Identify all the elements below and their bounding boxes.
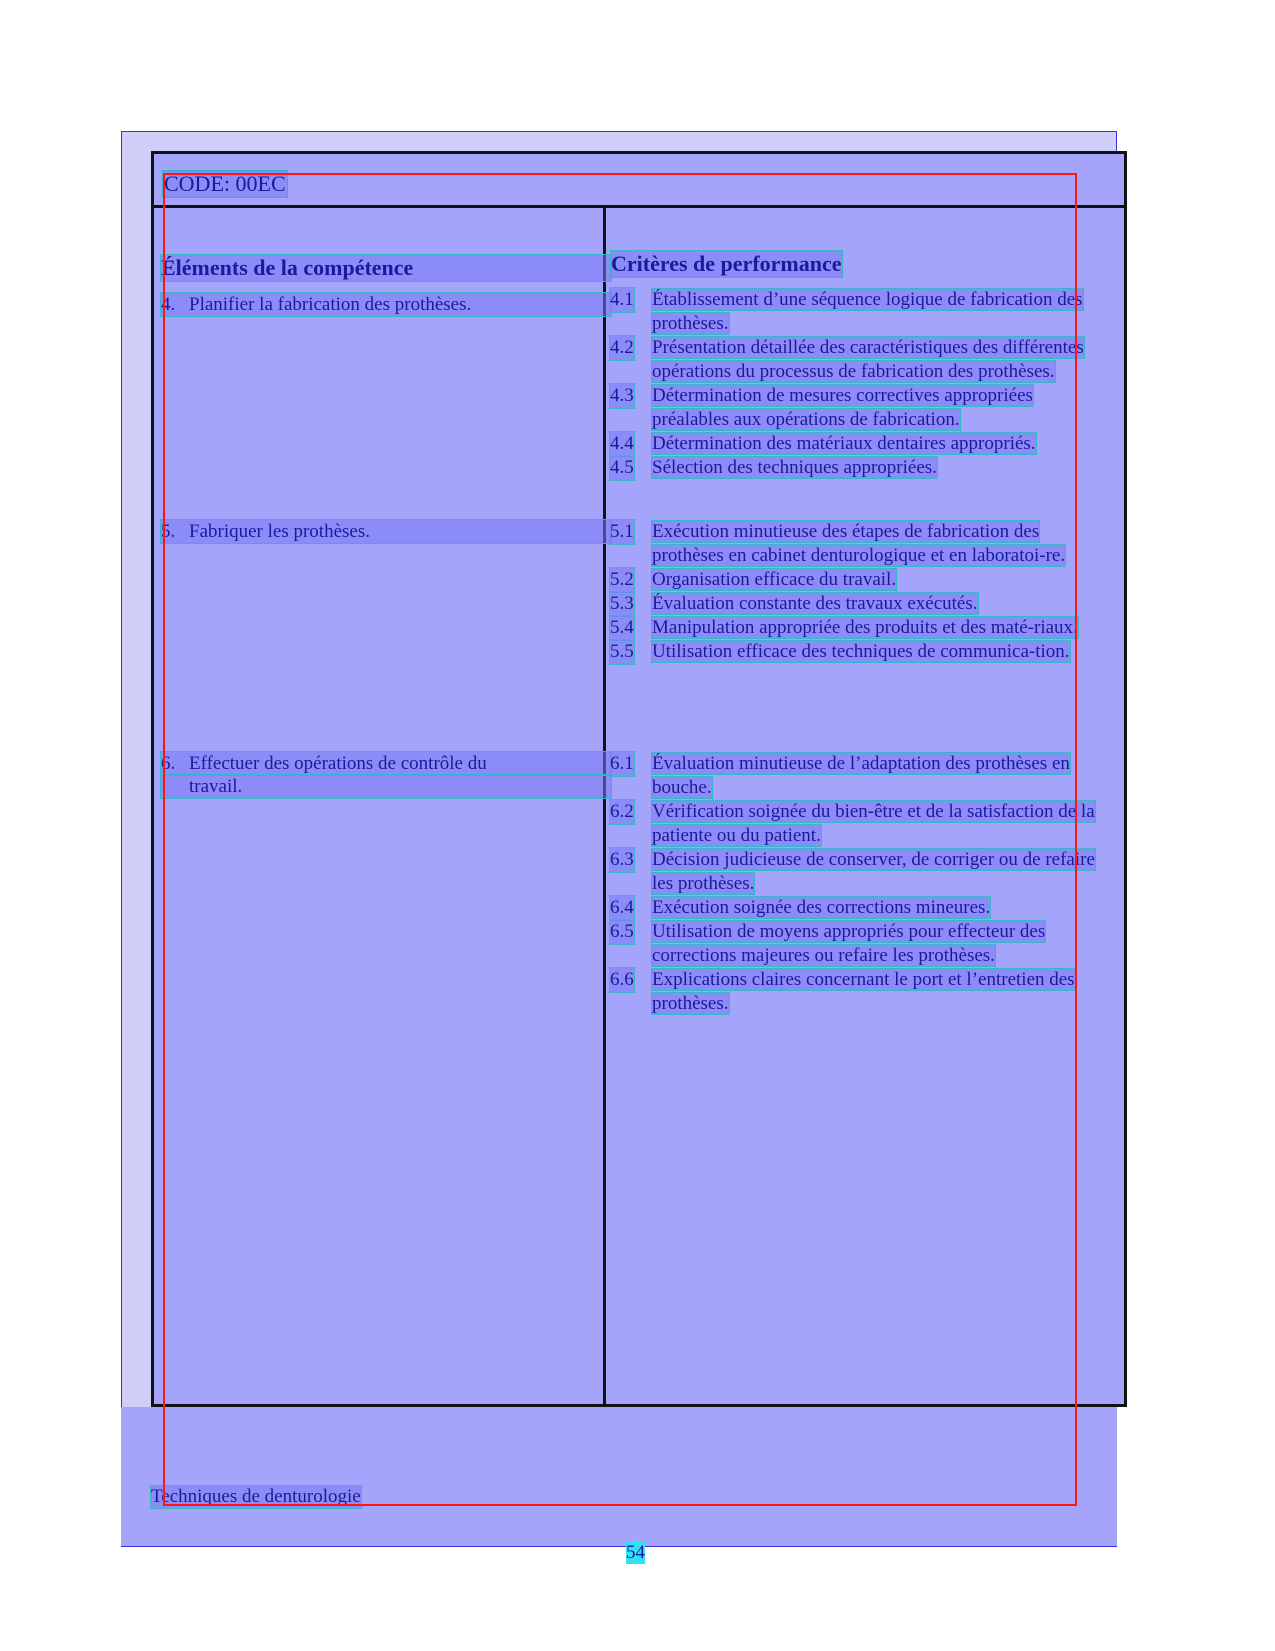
criterion-number: 5.1 — [610, 521, 634, 542]
criterion-item — [610, 968, 1110, 1016]
criteria-list-5 — [610, 520, 1110, 664]
criterion-item — [610, 336, 1110, 384]
element-4 — [161, 293, 611, 316]
criterion-text: Vérification soignée du bien-être et de la satisfaction de la patiente ou du patient. — [652, 801, 1095, 846]
criterion-text: Sélection des techniques appropriées. — [652, 457, 937, 478]
criterion-number: 4.3 — [610, 385, 634, 406]
criterion-text: Décision judicieuse de conserver, de corriger ou de refaire les prothèses. — [652, 849, 1095, 894]
criteria-list-6 — [610, 752, 1110, 1016]
criterion-number: 4.1 — [610, 289, 634, 310]
criterion-text: Détermination de mesures correctives appropriées préalables aux opérations de fabrication. — [652, 385, 1033, 430]
criterion-item — [610, 920, 1110, 968]
criterion-text: Utilisation efficace des techniques de communica-tion. — [652, 641, 1070, 662]
criterion-text: Utilisation de moyens appropriés pour effecteur des corrections majeures ou refaire les prothèses. — [652, 921, 1046, 966]
criterion-text: Manipulation appropriée des produits et des maté-riaux. — [652, 617, 1078, 638]
page-lower-area — [121, 1407, 1117, 1546]
code-row — [154, 154, 1124, 208]
criterion-text: Détermination des matériaux dentaires appropriés. — [652, 433, 1036, 454]
criterion-item — [610, 896, 1110, 920]
criterion-item — [610, 520, 1110, 568]
criterion-text: Exécution minutieuse des étapes de fabrication des prothèses en cabinet denturologique et en laboratoi-re. — [652, 521, 1066, 566]
element-text: Planifier la fabrication des prothèses. — [189, 294, 472, 315]
criterion-number: 6.4 — [610, 897, 634, 918]
criterion-item — [610, 456, 1110, 480]
criterion-number: 5.4 — [610, 617, 634, 638]
footer-program-name: Techniques de denturologie — [151, 1486, 361, 1507]
criterion-text: Explications claires concernant le port et l’entretien des prothèses. — [652, 969, 1075, 1014]
criterion-item — [610, 752, 1110, 800]
criterion-number: 5.2 — [610, 569, 634, 590]
element-6 — [161, 752, 611, 798]
column-divider — [603, 208, 606, 1404]
criterion-text: Exécution soignée des corrections mineures. — [652, 897, 991, 918]
criterion-number: 4.5 — [610, 457, 634, 478]
criterion-number: 6.3 — [610, 849, 634, 870]
criterion-item — [610, 384, 1110, 432]
criterion-number: 5.3 — [610, 593, 634, 614]
criterion-number: 4.2 — [610, 337, 634, 358]
element-5 — [161, 520, 611, 543]
criterion-number: 6.6 — [610, 969, 634, 990]
criterion-number: 4.4 — [610, 433, 634, 454]
element-text: Effectuer des opérations de contrôle du — [189, 753, 487, 774]
element-number: 4. — [161, 294, 176, 315]
criterion-text: Évaluation minutieuse de l’adaptation des prothèses en bouche. — [652, 753, 1070, 798]
criterion-number: 6.1 — [610, 753, 634, 774]
criterion-item — [610, 616, 1110, 640]
criterion-item — [610, 640, 1110, 664]
criterion-text: Organisation efficace du travail. — [652, 569, 897, 590]
criterion-item — [610, 288, 1110, 336]
criterion-number: 6.2 — [610, 801, 634, 822]
criteria-heading: Critères de performance — [611, 251, 842, 276]
criterion-item — [610, 432, 1110, 456]
element-number: 5. — [161, 521, 176, 542]
elements-heading: Éléments de la compétence — [161, 255, 611, 281]
criterion-item — [610, 848, 1110, 896]
criterion-item — [610, 800, 1110, 848]
criterion-item — [610, 568, 1110, 592]
page-number: 54 — [626, 1542, 645, 1563]
code-label: CODE: 00EC — [164, 171, 286, 196]
element-text: Fabriquer les prothèses. — [189, 521, 370, 542]
criterion-number: 5.5 — [610, 641, 634, 662]
criterion-text: Présentation détaillée des caractéristiques des différentes opérations du processus de fabrication des prothèses. — [652, 337, 1084, 382]
element-text-continued: travail. — [161, 775, 611, 798]
criterion-text: Établissement d’une séquence logique de fabrication des prothèses. — [652, 289, 1083, 334]
criterion-number: 6.5 — [610, 921, 634, 942]
criterion-text: Évaluation constante des travaux exécutés. — [652, 593, 978, 614]
criteria-list-4 — [610, 288, 1110, 480]
element-number: 6. — [161, 753, 176, 774]
criterion-item — [610, 592, 1110, 616]
